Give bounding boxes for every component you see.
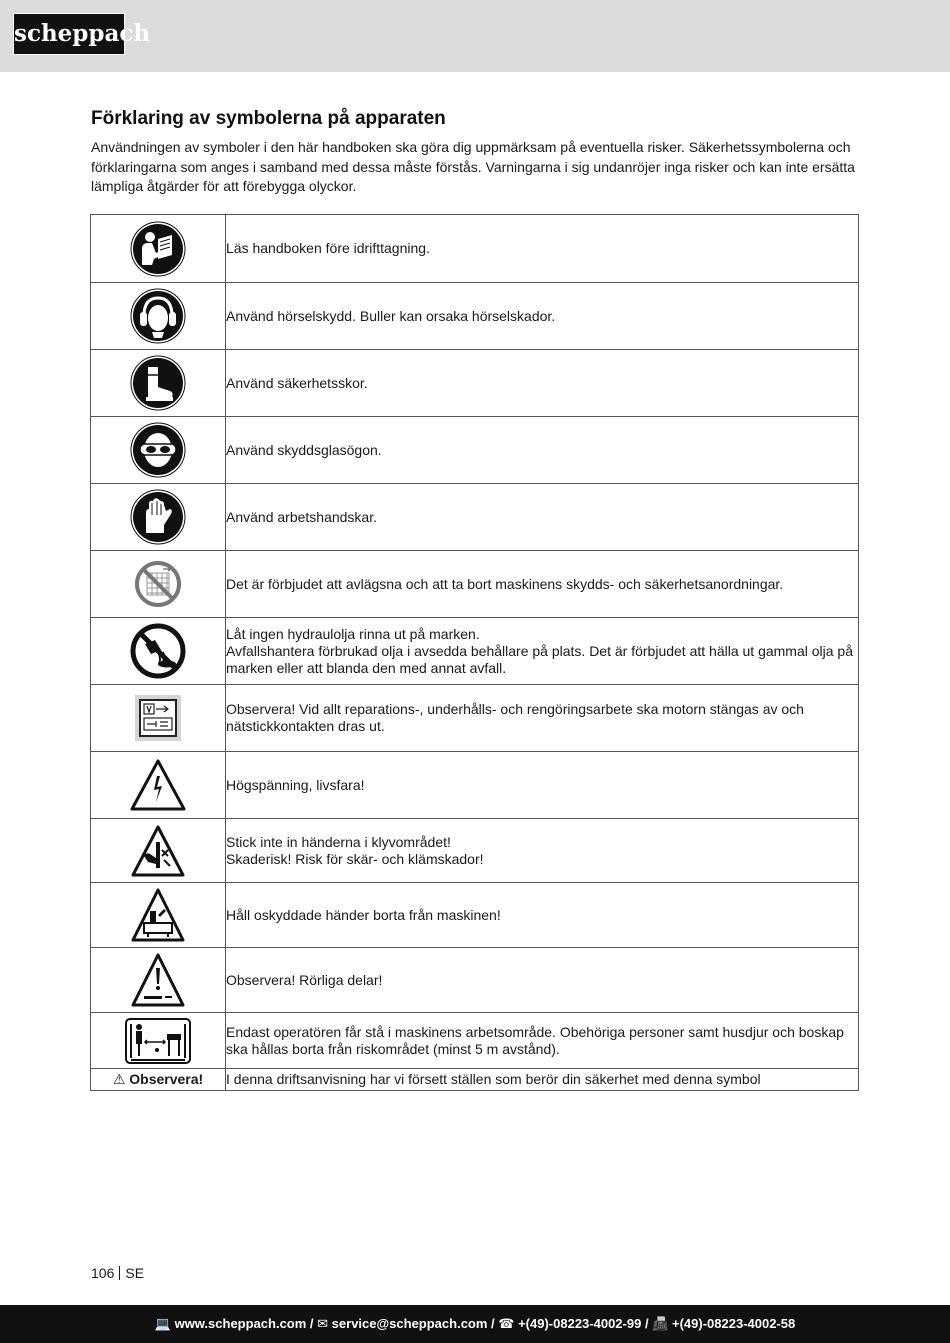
- symbol-description: Håll oskyddade händer borta från maskinen!: [226, 906, 501, 923]
- computer-icon: 💻: [154, 1316, 175, 1331]
- safety-boots-icon: [130, 355, 186, 411]
- symbol-description: Låt ingen hydraulolja rinna ut på marken.: [226, 625, 480, 642]
- page-footer: [0, 1305, 950, 1343]
- symbol-description: Använd arbetshandskar.: [226, 508, 377, 525]
- page-number: [91, 1265, 144, 1281]
- hands-away-warning-icon: [130, 887, 186, 943]
- footer-separator: /: [487, 1316, 499, 1331]
- scheppach-logo: scheppach: [13, 13, 125, 55]
- table-row: [91, 283, 859, 350]
- operator-only-area-icon: [125, 1018, 191, 1064]
- unplug-before-service-icon: [134, 694, 182, 742]
- footer-email: service@scheppach.com: [331, 1316, 488, 1331]
- symbol-description: Högspänning, livsfara!: [226, 776, 365, 793]
- table-row: [91, 1069, 859, 1091]
- hand-crush-warning-icon: [130, 824, 186, 878]
- symbol-description: Observera! Rörliga delar!: [226, 971, 383, 988]
- table-row: [91, 417, 859, 484]
- section-intro: Användningen av symboler i den här handboken ska göra dig uppmärksam på eventuella risker. Säkerhetssymbolerna och förklaringarna som anges i samband med dessa måste förstås. Varningarna i sig undanröjer inga risker och kan inte ersätta lämpliga åtgärder för att förebygga olyckor.: [91, 139, 855, 194]
- table-row: [91, 685, 859, 752]
- fax-icon: 📠: [652, 1316, 672, 1331]
- symbol-description: Stick inte in händerna i klyvområdet!: [226, 833, 451, 850]
- symbol-description: Använd säkerhetsskor.: [226, 374, 368, 391]
- symbol-description: Läs handboken före idrifttagning.: [226, 240, 430, 256]
- symbol-description: Endast operatören får stå i maskinens arbetsområde. Obehöriga personer samt husdjur och boskap ska hållas borta från riskområdet (minst 5 m avstånd).: [226, 1023, 844, 1057]
- section-title: Förklaring av symbolerna på apparaten: [91, 108, 446, 129]
- table-row: [91, 618, 859, 685]
- footer-separator: /: [306, 1316, 318, 1331]
- work-gloves-icon: [130, 489, 186, 545]
- table-row: [91, 883, 859, 948]
- observera-label: ⚠ Observera!: [112, 1071, 204, 1087]
- page-language: SE: [125, 1265, 145, 1281]
- table-row: [91, 948, 859, 1013]
- page-header: [0, 0, 950, 72]
- footer-website: www.scheppach.com: [174, 1316, 307, 1331]
- footer-phone: +(49)-08223-4002-99: [518, 1316, 642, 1331]
- symbol-description: Observera! Vid allt reparations-, underhålls- och rengöringsarbete ska motorn stängas av och nätstickkontakten dras ut.: [226, 701, 804, 734]
- table-row: [91, 215, 859, 283]
- symbol-description-detail: Avfallshantera förbrukad olja i avsedda behållare på plats. Det är förbjudet att hälla ut gammal olja på marken eller att blanda den med annat avfall.: [226, 642, 854, 676]
- table-row: [91, 1013, 859, 1069]
- read-manual-icon: [130, 221, 186, 277]
- safety-goggles-icon: [130, 422, 186, 478]
- no-guard-removal-icon: [133, 559, 183, 609]
- symbol-description: Använd hörselskydd. Buller kan orsaka hörselskador.: [226, 307, 556, 324]
- high-voltage-icon: [129, 758, 187, 812]
- symbol-table: [90, 214, 859, 1091]
- table-row: [91, 484, 859, 551]
- table-row: [91, 819, 859, 883]
- page-number-value: 106: [91, 1265, 115, 1281]
- table-row: [91, 551, 859, 618]
- symbol-description: Det är förbjudet att avlägsna och att ta bort maskinens skydds- och säkerhetsanordningar.: [226, 575, 784, 592]
- footer-separator: /: [641, 1316, 653, 1331]
- no-oil-spill-icon: [129, 622, 187, 680]
- symbol-description: Använd skyddsglasögon.: [226, 441, 382, 458]
- footer-fax: +(49)-08223-4002-58: [671, 1316, 796, 1331]
- mail-icon: ✉: [317, 1316, 332, 1331]
- note-description: I denna driftsanvisning har vi försett ställen som berör din säkerhet med denna symbol: [226, 1071, 761, 1087]
- table-row: [91, 350, 859, 417]
- moving-parts-warning-icon: [130, 952, 186, 1008]
- symbol-description-detail: Skaderisk! Risk för skär- och klämskador!: [226, 850, 484, 867]
- phone-icon: ☎: [498, 1316, 519, 1331]
- ear-protection-icon: [130, 288, 186, 344]
- table-row: [91, 752, 859, 819]
- page-number-separator: [119, 1266, 120, 1280]
